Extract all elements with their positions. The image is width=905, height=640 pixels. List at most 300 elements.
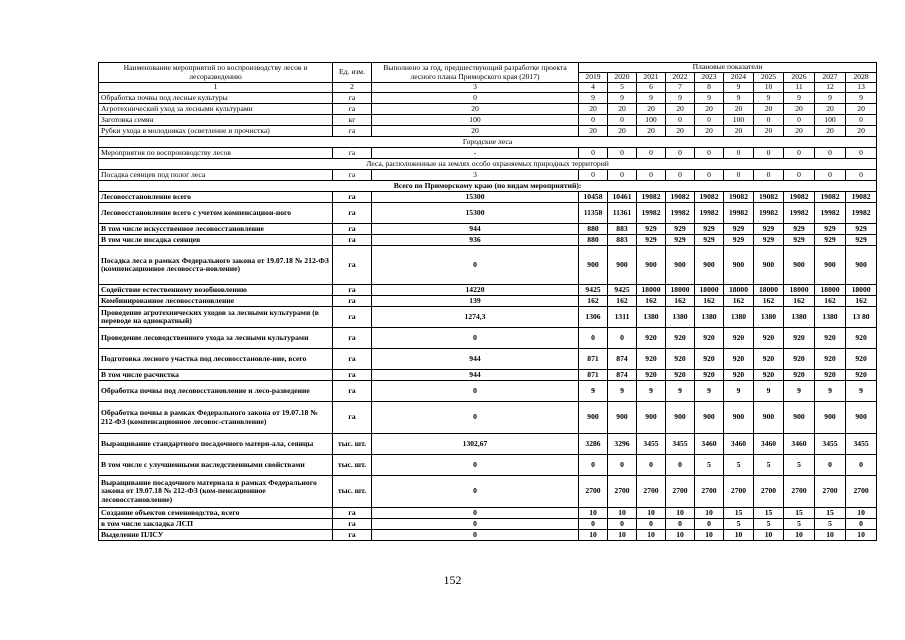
row-plan-value: 10: [724, 530, 754, 541]
column-number: 13: [846, 83, 877, 93]
row-unit: га: [333, 328, 372, 349]
table-row: [99, 530, 877, 541]
row-plan-value: 900: [754, 246, 784, 285]
table-row: [99, 126, 877, 137]
row-plan-value: 19982: [846, 203, 877, 224]
row-plan-value: 18000: [784, 285, 815, 296]
row-plan-value: 3460: [695, 434, 724, 455]
row-plan-value: 20: [637, 104, 666, 115]
row-plan-value: 5: [695, 455, 724, 476]
row-plan-value: 10458: [579, 192, 608, 203]
row-plan-value: 9: [695, 381, 724, 402]
row-plan-value: 18000: [846, 285, 877, 296]
row-plan-value: 920: [754, 328, 784, 349]
row-plan-value: 5: [724, 455, 754, 476]
row-plan-value: 18000: [815, 285, 846, 296]
row-plan-value: 19082: [666, 192, 695, 203]
row-plan-value: 0: [695, 170, 724, 181]
row-plan-value: 0: [579, 328, 608, 349]
row-plan-value: 20: [608, 126, 637, 137]
row-done-2017: 15300: [372, 203, 579, 224]
header-year: 2019: [579, 73, 608, 83]
row-plan-value: 20: [754, 104, 784, 115]
row-plan-value: 162: [815, 296, 846, 307]
row-plan-value: 880: [579, 224, 608, 235]
row-plan-value: 920: [784, 328, 815, 349]
header-year: 2026: [784, 73, 815, 83]
row-name: Обработка почвы под лесовосстановление и лесо-разведение: [99, 381, 333, 402]
row-plan-value: 920: [666, 370, 695, 381]
row-done-2017: -: [372, 148, 579, 159]
row-plan-value: 5: [724, 519, 754, 530]
row-plan-value: 19982: [666, 203, 695, 224]
row-plan-value: 2700: [637, 476, 666, 508]
row-name: Лесовосстановление всего с учетом компенсацион-ного: [99, 203, 333, 224]
table-row: [99, 519, 877, 530]
column-number: 4: [579, 83, 608, 93]
table-row: [99, 328, 877, 349]
table-row: [99, 455, 877, 476]
section-title: Всего по Приморскому краю (по видам мероприятий):: [99, 181, 877, 192]
row-plan-value: 0: [608, 148, 637, 159]
row-done-2017: 944: [372, 370, 579, 381]
row-plan-value: 920: [846, 349, 877, 370]
row-plan-value: 929: [815, 235, 846, 246]
row-plan-value: 0: [724, 148, 754, 159]
row-plan-value: 9425: [608, 285, 637, 296]
row-plan-value: 19082: [637, 192, 666, 203]
row-plan-value: 9: [724, 93, 754, 104]
row-plan-value: 19082: [784, 192, 815, 203]
row-plan-value: 3460: [784, 434, 815, 455]
row-plan-value: 19982: [815, 203, 846, 224]
row-plan-value: 19982: [637, 203, 666, 224]
row-plan-value: 162: [666, 296, 695, 307]
table-row: [99, 246, 877, 285]
row-plan-value: 0: [846, 115, 877, 126]
table-row: [99, 508, 877, 519]
row-plan-value: 15: [784, 508, 815, 519]
section-row: [99, 159, 877, 170]
row-unit: га: [333, 530, 372, 541]
row-plan-value: 9: [784, 381, 815, 402]
row-name: Обработка почвы в рамках Федерального закона от 19.07.18 № 212-ФЗ (компенсационное лесовос-становление): [99, 402, 333, 434]
row-plan-value: 15: [815, 508, 846, 519]
row-unit: тыс. шт.: [333, 434, 372, 455]
row-name: В том числе с улучшенными наследственными свойствами: [99, 455, 333, 476]
row-plan-value: 5: [754, 519, 784, 530]
row-unit: га: [333, 224, 372, 235]
row-done-2017: 0: [372, 381, 579, 402]
row-plan-value: 19982: [784, 203, 815, 224]
row-plan-value: 11361: [608, 203, 637, 224]
row-plan-value: 10: [846, 530, 877, 541]
row-plan-value: 20: [724, 104, 754, 115]
row-name: Проведение агротехнических уходов за лесными культурами (в переводе на однократный): [99, 307, 333, 328]
row-plan-value: 2700: [846, 476, 877, 508]
row-plan-value: 920: [666, 328, 695, 349]
column-number: 5: [608, 83, 637, 93]
row-plan-value: 0: [846, 519, 877, 530]
row-name: Выращивание стандартного посадочного матери-ала, сеянцы: [99, 434, 333, 455]
row-name: Заготовка семян: [99, 115, 333, 126]
row-plan-value: 20: [724, 126, 754, 137]
row-plan-value: 920: [724, 349, 754, 370]
row-plan-value: 15: [724, 508, 754, 519]
row-plan-value: 20: [579, 104, 608, 115]
row-plan-value: 10: [637, 530, 666, 541]
row-plan-value: 1380: [666, 307, 695, 328]
row-plan-value: 3460: [724, 434, 754, 455]
header-year: 2020: [608, 73, 637, 83]
row-name: Посадка леса в рамках Федерального закона от 19.07.18 № 212-ФЗ (компенсационное лесовосста-новление): [99, 246, 333, 285]
row-plan-value: 900: [608, 246, 637, 285]
row-plan-value: 9: [754, 381, 784, 402]
reforestation-plan-table: [98, 62, 877, 541]
row-unit: га: [333, 296, 372, 307]
row-plan-value: 1306: [579, 307, 608, 328]
row-unit: га: [333, 170, 372, 181]
row-unit: га: [333, 370, 372, 381]
row-plan-value: 874: [608, 370, 637, 381]
row-done-2017: 0: [372, 519, 579, 530]
row-unit: га: [333, 148, 372, 159]
row-unit: га: [333, 203, 372, 224]
row-plan-value: 920: [666, 349, 695, 370]
row-plan-value: 162: [608, 296, 637, 307]
column-number: 12: [815, 83, 846, 93]
row-plan-value: 0: [846, 170, 877, 181]
row-unit: га: [333, 402, 372, 434]
header-year: 2021: [637, 73, 666, 83]
row-plan-value: 2700: [815, 476, 846, 508]
row-plan-value: 9: [666, 381, 695, 402]
row-plan-value: 920: [846, 328, 877, 349]
row-plan-value: 0: [784, 170, 815, 181]
row-plan-value: 900: [815, 402, 846, 434]
table-row: [99, 476, 877, 508]
column-number: 8: [695, 83, 724, 93]
row-plan-value: 20: [579, 126, 608, 137]
row-plan-value: 920: [784, 349, 815, 370]
row-plan-value: 920: [695, 349, 724, 370]
row-unit: га: [333, 508, 372, 519]
header-name: Наименование мероприятий по воспроизводству лесов и лесоразведению: [99, 63, 333, 83]
table-row: [99, 93, 877, 104]
row-plan-value: 920: [637, 349, 666, 370]
row-plan-value: 5: [815, 519, 846, 530]
row-plan-value: 900: [846, 402, 877, 434]
table-row: [99, 203, 877, 224]
column-number: 2: [333, 83, 372, 93]
row-plan-value: 0: [608, 328, 637, 349]
header-done: Выполнено за год, предшествующий разработке проекта лесного плана Приморского края (2017): [372, 63, 579, 83]
row-plan-value: 0: [815, 148, 846, 159]
row-plan-value: 3296: [608, 434, 637, 455]
table-row: [99, 370, 877, 381]
row-plan-value: 10: [846, 508, 877, 519]
table-row: [99, 307, 877, 328]
row-plan-value: 900: [579, 402, 608, 434]
row-plan-value: 9: [784, 93, 815, 104]
row-name: В том числе искусственное лесовосстановление: [99, 224, 333, 235]
row-plan-value: 920: [754, 349, 784, 370]
row-plan-value: 100: [637, 115, 666, 126]
row-plan-value: 9: [846, 381, 877, 402]
row-plan-value: 162: [754, 296, 784, 307]
row-name: Подготовка лесного участка под лесовосстановле-ние, всего: [99, 349, 333, 370]
row-unit: га: [333, 192, 372, 203]
row-plan-value: 10: [695, 530, 724, 541]
row-plan-value: 162: [695, 296, 724, 307]
row-name: Посадка сеянцев под полог леса: [99, 170, 333, 181]
row-plan-value: 900: [666, 246, 695, 285]
table-body: [99, 63, 877, 541]
row-name: В том числе расчистка: [99, 370, 333, 381]
row-plan-value: 18000: [695, 285, 724, 296]
row-plan-value: 920: [724, 328, 754, 349]
row-unit: га: [333, 349, 372, 370]
row-plan-value: 9: [695, 93, 724, 104]
column-number: 3: [372, 83, 579, 93]
row-done-2017: 20: [372, 104, 579, 115]
row-plan-value: 0: [695, 115, 724, 126]
row-done-2017: 944: [372, 349, 579, 370]
row-plan-value: 0: [784, 115, 815, 126]
table-row: [99, 170, 877, 181]
row-plan-value: 920: [784, 370, 815, 381]
row-done-2017: 0: [372, 508, 579, 519]
row-plan-value: 871: [579, 349, 608, 370]
row-plan-value: 1380: [695, 307, 724, 328]
row-plan-value: 10: [608, 508, 637, 519]
row-plan-value: 162: [846, 296, 877, 307]
row-plan-value: 0: [666, 115, 695, 126]
header-row: [99, 63, 877, 73]
row-plan-value: 883: [608, 235, 637, 246]
row-name: Создание объектов семеноводства, всего: [99, 508, 333, 519]
row-plan-value: 929: [695, 235, 724, 246]
row-plan-value: 9: [579, 93, 608, 104]
row-plan-value: 1380: [784, 307, 815, 328]
row-done-2017: 15300: [372, 192, 579, 203]
row-plan-value: 9: [815, 93, 846, 104]
row-done-2017: 0: [372, 455, 579, 476]
row-plan-value: 3455: [637, 434, 666, 455]
row-name: Агротехнический уход за лесными культурами: [99, 104, 333, 115]
row-plan-value: 3455: [846, 434, 877, 455]
row-done-2017: 139: [372, 296, 579, 307]
row-plan-value: 0: [579, 170, 608, 181]
row-plan-value: 2700: [579, 476, 608, 508]
row-plan-value: 0: [666, 519, 695, 530]
row-done-2017: 0: [372, 246, 579, 285]
row-plan-value: 162: [784, 296, 815, 307]
row-plan-value: 929: [754, 224, 784, 235]
row-plan-value: 1380: [754, 307, 784, 328]
row-plan-value: 929: [784, 235, 815, 246]
row-done-2017: 1274,3: [372, 307, 579, 328]
row-plan-value: 0: [695, 519, 724, 530]
row-plan-value: 19082: [815, 192, 846, 203]
row-plan-value: 0: [754, 148, 784, 159]
section-title: Леса, расположенные на землях особо охраняемых природных территорий: [99, 159, 877, 170]
table-row: [99, 192, 877, 203]
row-plan-value: 920: [695, 370, 724, 381]
row-name: Комбинированное лесовосстановление: [99, 296, 333, 307]
row-plan-value: 20: [754, 126, 784, 137]
row-plan-value: 2700: [695, 476, 724, 508]
table-row: [99, 434, 877, 455]
header-unit: Ед. изм.: [333, 63, 372, 83]
row-plan-value: 9: [637, 381, 666, 402]
row-plan-value: 2700: [666, 476, 695, 508]
row-unit: га: [333, 285, 372, 296]
table-row: [99, 148, 877, 159]
row-plan-value: 2700: [784, 476, 815, 508]
row-plan-value: 10: [579, 530, 608, 541]
row-plan-value: 883: [608, 224, 637, 235]
row-plan-value: 19082: [724, 192, 754, 203]
section-row: [99, 137, 877, 148]
row-unit: тыс. шт.: [333, 476, 372, 508]
row-plan-value: 1380: [815, 307, 846, 328]
row-plan-value: 920: [846, 370, 877, 381]
row-plan-value: 10: [784, 530, 815, 541]
row-plan-value: 0: [608, 170, 637, 181]
row-plan-value: 900: [637, 402, 666, 434]
row-name: Лесовосстановление всего: [99, 192, 333, 203]
row-plan-value: 2700: [724, 476, 754, 508]
row-plan-value: 0: [637, 170, 666, 181]
row-plan-value: 929: [846, 224, 877, 235]
header-year: 2024: [724, 73, 754, 83]
row-plan-value: 10: [637, 508, 666, 519]
row-unit: га: [333, 235, 372, 246]
row-plan-value: 9: [754, 93, 784, 104]
row-plan-value: 19082: [695, 192, 724, 203]
row-plan-value: 0: [846, 455, 877, 476]
row-plan-value: 10: [754, 530, 784, 541]
row-name: В том числе посадка сеянцев: [99, 235, 333, 246]
header-year: 2023: [695, 73, 724, 83]
header-year: 2022: [666, 73, 695, 83]
row-plan-value: 929: [724, 224, 754, 235]
row-plan-value: 900: [754, 402, 784, 434]
row-plan-value: 0: [784, 148, 815, 159]
row-plan-value: 920: [815, 370, 846, 381]
row-plan-value: 9: [666, 93, 695, 104]
row-plan-value: 100: [724, 115, 754, 126]
table-row: [99, 235, 877, 246]
row-plan-value: 100: [815, 115, 846, 126]
row-done-2017: 1302,67: [372, 434, 579, 455]
row-plan-value: 20: [784, 126, 815, 137]
row-done-2017: 0: [372, 93, 579, 104]
row-plan-value: 929: [815, 224, 846, 235]
row-plan-value: 3286: [579, 434, 608, 455]
section-row: [99, 181, 877, 192]
row-plan-value: 929: [666, 224, 695, 235]
row-plan-value: 0: [579, 115, 608, 126]
row-unit: га: [333, 307, 372, 328]
table-row: [99, 115, 877, 126]
row-plan-value: 1380: [637, 307, 666, 328]
row-plan-value: 18000: [724, 285, 754, 296]
row-name: Выделение ПЛСУ: [99, 530, 333, 541]
row-plan-value: 20: [846, 104, 877, 115]
row-done-2017: 3: [372, 170, 579, 181]
row-plan-value: 929: [637, 224, 666, 235]
row-name: Выращивание посадочного материала в рамках Федерального закона от 19.07.18 № 212-ФЗ (ком-пенсационное лесовосстановление): [99, 476, 333, 508]
row-plan-value: 900: [846, 246, 877, 285]
row-plan-value: 13 80: [846, 307, 877, 328]
row-plan-value: 5: [754, 455, 784, 476]
row-plan-value: 9: [608, 381, 637, 402]
row-plan-value: 0: [815, 170, 846, 181]
row-unit: га: [333, 519, 372, 530]
row-done-2017: 100: [372, 115, 579, 126]
row-plan-value: 3455: [815, 434, 846, 455]
row-name: Проведение лесоводственного ухода за лесными культурами: [99, 328, 333, 349]
row-plan-value: 10: [695, 508, 724, 519]
row-plan-value: 9: [579, 381, 608, 402]
row-plan-value: 0: [579, 148, 608, 159]
row-plan-value: 0: [579, 455, 608, 476]
row-name: Содействие естественному возобновлению: [99, 285, 333, 296]
row-plan-value: 0: [815, 455, 846, 476]
row-plan-value: 0: [608, 455, 637, 476]
table-row: [99, 224, 877, 235]
row-plan-value: 5: [784, 519, 815, 530]
row-plan-value: 920: [637, 328, 666, 349]
row-plan-value: 0: [608, 115, 637, 126]
row-unit: га: [333, 246, 372, 285]
row-plan-value: 20: [637, 126, 666, 137]
row-plan-value: 929: [724, 235, 754, 246]
row-done-2017: 14220: [372, 285, 579, 296]
row-plan-value: 0: [666, 455, 695, 476]
row-unit: га: [333, 104, 372, 115]
row-plan-value: 162: [637, 296, 666, 307]
row-plan-value: 9: [815, 381, 846, 402]
column-number: 6: [637, 83, 666, 93]
header-year: 2028: [846, 73, 877, 83]
column-number: 9: [724, 83, 754, 93]
row-plan-value: 900: [724, 246, 754, 285]
row-plan-value: 900: [695, 246, 724, 285]
row-plan-value: 900: [815, 246, 846, 285]
row-name: Обработка почвы под лесные культуры: [99, 93, 333, 104]
table-row: [99, 381, 877, 402]
row-plan-value: 5: [784, 455, 815, 476]
column-number-row: [99, 83, 877, 93]
row-name: в том числе закладка ЛСП: [99, 519, 333, 530]
row-plan-value: 20: [846, 126, 877, 137]
row-plan-value: 20: [666, 104, 695, 115]
row-plan-value: 9: [608, 93, 637, 104]
row-plan-value: 20: [815, 104, 846, 115]
row-plan-value: 900: [608, 402, 637, 434]
row-plan-value: 0: [754, 115, 784, 126]
row-plan-value: 900: [724, 402, 754, 434]
table-row: [99, 104, 877, 115]
row-plan-value: 920: [637, 370, 666, 381]
row-plan-value: 19082: [754, 192, 784, 203]
row-plan-value: 18000: [637, 285, 666, 296]
row-plan-value: 0: [666, 148, 695, 159]
row-plan-value: 19982: [724, 203, 754, 224]
